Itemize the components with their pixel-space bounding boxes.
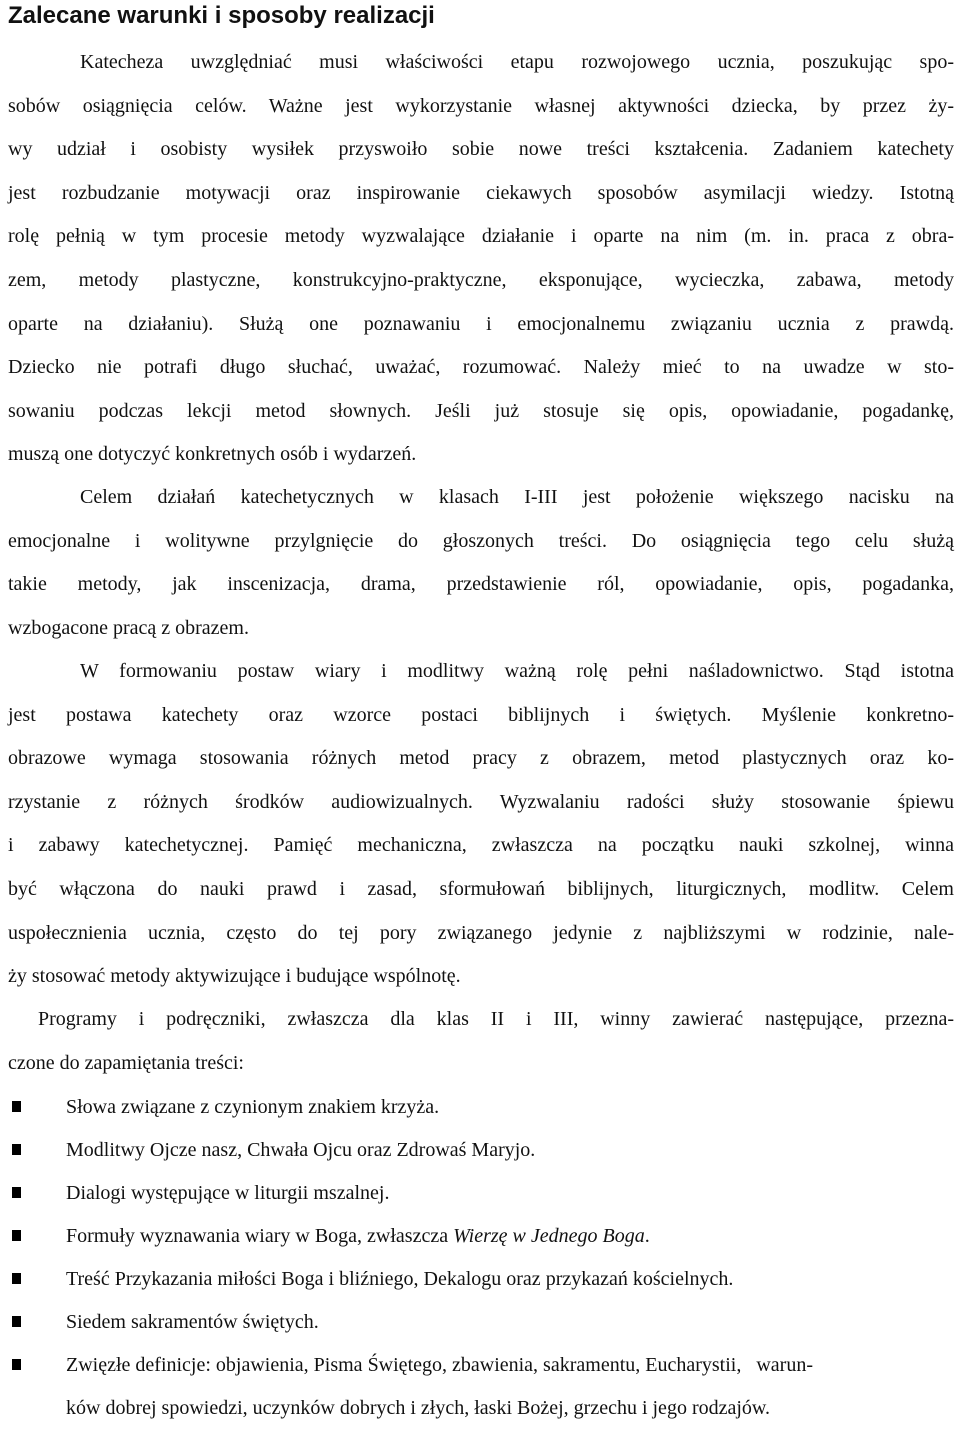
section-heading: Zalecane warunki i sposoby realizacji [8, 2, 435, 29]
list-item-text-start: Formuły wyznawania wiary w Boga, zwłaszcza [66, 1225, 454, 1247]
text-line: jest rozbudzanie motywacji oraz inspirowanie ciekawych sposobów asymilacji wiedzy. Istotną [8, 181, 954, 204]
list-item-text-continued: ków dobrej spowiedzi, uczynków dobrych i złych, łaski Bożej, grzechu i jego rodzajów. [66, 1397, 771, 1419]
text-line: rolę pełnią w tym procesie metody wyzwalające działanie i oparte na nim (m. in. praca z obra- [8, 225, 954, 248]
text-line: muszą one dotyczyć konkretnych osób i wydarzeń. [8, 443, 417, 466]
square-bullet-icon [12, 1316, 21, 1327]
list-item-text: Modlitwy Ojcze nasz, Chwała Ojcu oraz Zdrowaś Maryjo. [66, 1139, 536, 1161]
bullet-list [0, 1087, 960, 1431]
list-item [0, 1302, 960, 1345]
text-line: zem, metody plastyczne, konstrukcyjno-praktyczne, eksponujące, wycieczka, zabawa, metody [8, 268, 954, 291]
list-item-text-end: . [644, 1225, 650, 1247]
text-line: sobów osiągnięcia celów. Ważne jest wykorzystanie własnej aktywności dziecka, by przez ży- [8, 94, 954, 117]
square-bullet-icon [12, 1101, 21, 1112]
list-item [0, 1216, 960, 1259]
square-bullet-icon [12, 1187, 21, 1198]
list-item [0, 1259, 960, 1302]
text-line: Programy i podręczniki, zwłaszcza dla klas II i III, winny zawierać następujące, przezna- [38, 1008, 954, 1030]
paragraph-3 [8, 650, 954, 999]
prayer-title: Wierzę w Jednego Boga [453, 1225, 645, 1247]
list-item-text: Treść Przykazania miłości Boga i bliźniego, Dekalogu oraz przykazań kościelnych. [66, 1268, 734, 1290]
square-bullet-icon [12, 1230, 21, 1241]
text-line: być włączona do nauki prawd i zasad, sformułowań biblijnych, liturgicznych, modlitw. Celem [8, 877, 954, 900]
text-line: Celem działań katechetycznych w klasach I-III jest położenie większego nacisku na [80, 486, 954, 508]
text-line: Katecheza uwzględniać musi właściwości etapu rozwojowego ucznia, poszukując spo- [80, 51, 954, 73]
square-bullet-icon [12, 1273, 21, 1284]
square-bullet-icon [12, 1144, 21, 1155]
square-bullet-icon [12, 1359, 21, 1370]
list-item [0, 1345, 960, 1431]
text-line: uspołecznienia ucznia, często do tej pory związanego jedynie z najbliższymi w rodzinie, nale- [8, 921, 954, 944]
list-item-text [66, 1225, 650, 1247]
text-line: oparte na działaniu). Służą one poznawaniu i emocjonalnemu związaniu ucznia z prawdą. [8, 312, 954, 335]
text-line: rzystanie z różnych środków audiowizualnych. Wyzwalaniu radości służy stosowanie śpiewu [8, 790, 954, 813]
text-line: jest postawa katechety oraz wzorce postaci biblijnych i świętych. Myślenie konkretno- [8, 703, 954, 726]
paragraph-2 [8, 476, 954, 650]
list-item-text: Słowa związane z czynionym znakiem krzyża. [66, 1096, 440, 1118]
text-line: i zabawy katechetycznej. Pamięć mechaniczna, zwłaszcza na początku nauki szkolnej, winna [8, 834, 954, 857]
list-item [0, 1087, 960, 1130]
list-item-text: Zwięzłe definicje: objawienia, Pisma Świętego, zbawienia, sakramentu, Eucharystii, warun- [66, 1354, 813, 1376]
list-item [0, 1173, 960, 1216]
list-item-text: Dialogi występujące w liturgii mszalnej. [66, 1182, 390, 1204]
text-line: W formowaniu postaw wiary i modlitwy ważną rolę pełni naśladownictwo. Stąd istotna [80, 660, 954, 682]
paragraph-1 [8, 41, 954, 477]
list-item [0, 1130, 960, 1173]
text-line: ży stosować metody aktywizujące i budujące wspólnotę. [8, 965, 461, 988]
text-line: Dziecko nie potrafi długo słuchać, uważać, rozumować. Należy mieć to na uwadze w sto- [8, 356, 954, 379]
text-line: wzbogacone pracą z obrazem. [8, 616, 249, 639]
text-line: emocjonalne i wolitywne przylgnięcie do głoszonych treści. Do osiągnięcia tego celu służą [8, 529, 954, 552]
list-item-text: Siedem sakramentów świętych. [66, 1311, 319, 1333]
text-line: wy udział i osobisty wysiłek przyswoiło sobie nowe treści kształcenia. Zadaniem katechety [8, 138, 954, 161]
text-line: sowaniu podczas lekcji metod słownych. Jeśli już stosuje się opis, opowiadanie, pogadankę, [8, 399, 954, 422]
paragraph-4 [8, 998, 954, 1085]
text-line: obrazowe wymaga stosowania różnych metod pracy z obrazem, metod plastycznych oraz ko- [8, 747, 954, 770]
text-line: takie metody, jak inscenizacja, drama, przedstawienie ról, opowiadanie, opis, pogadanka, [8, 573, 954, 596]
text-line: czone do zapamiętania treści: [8, 1051, 244, 1074]
